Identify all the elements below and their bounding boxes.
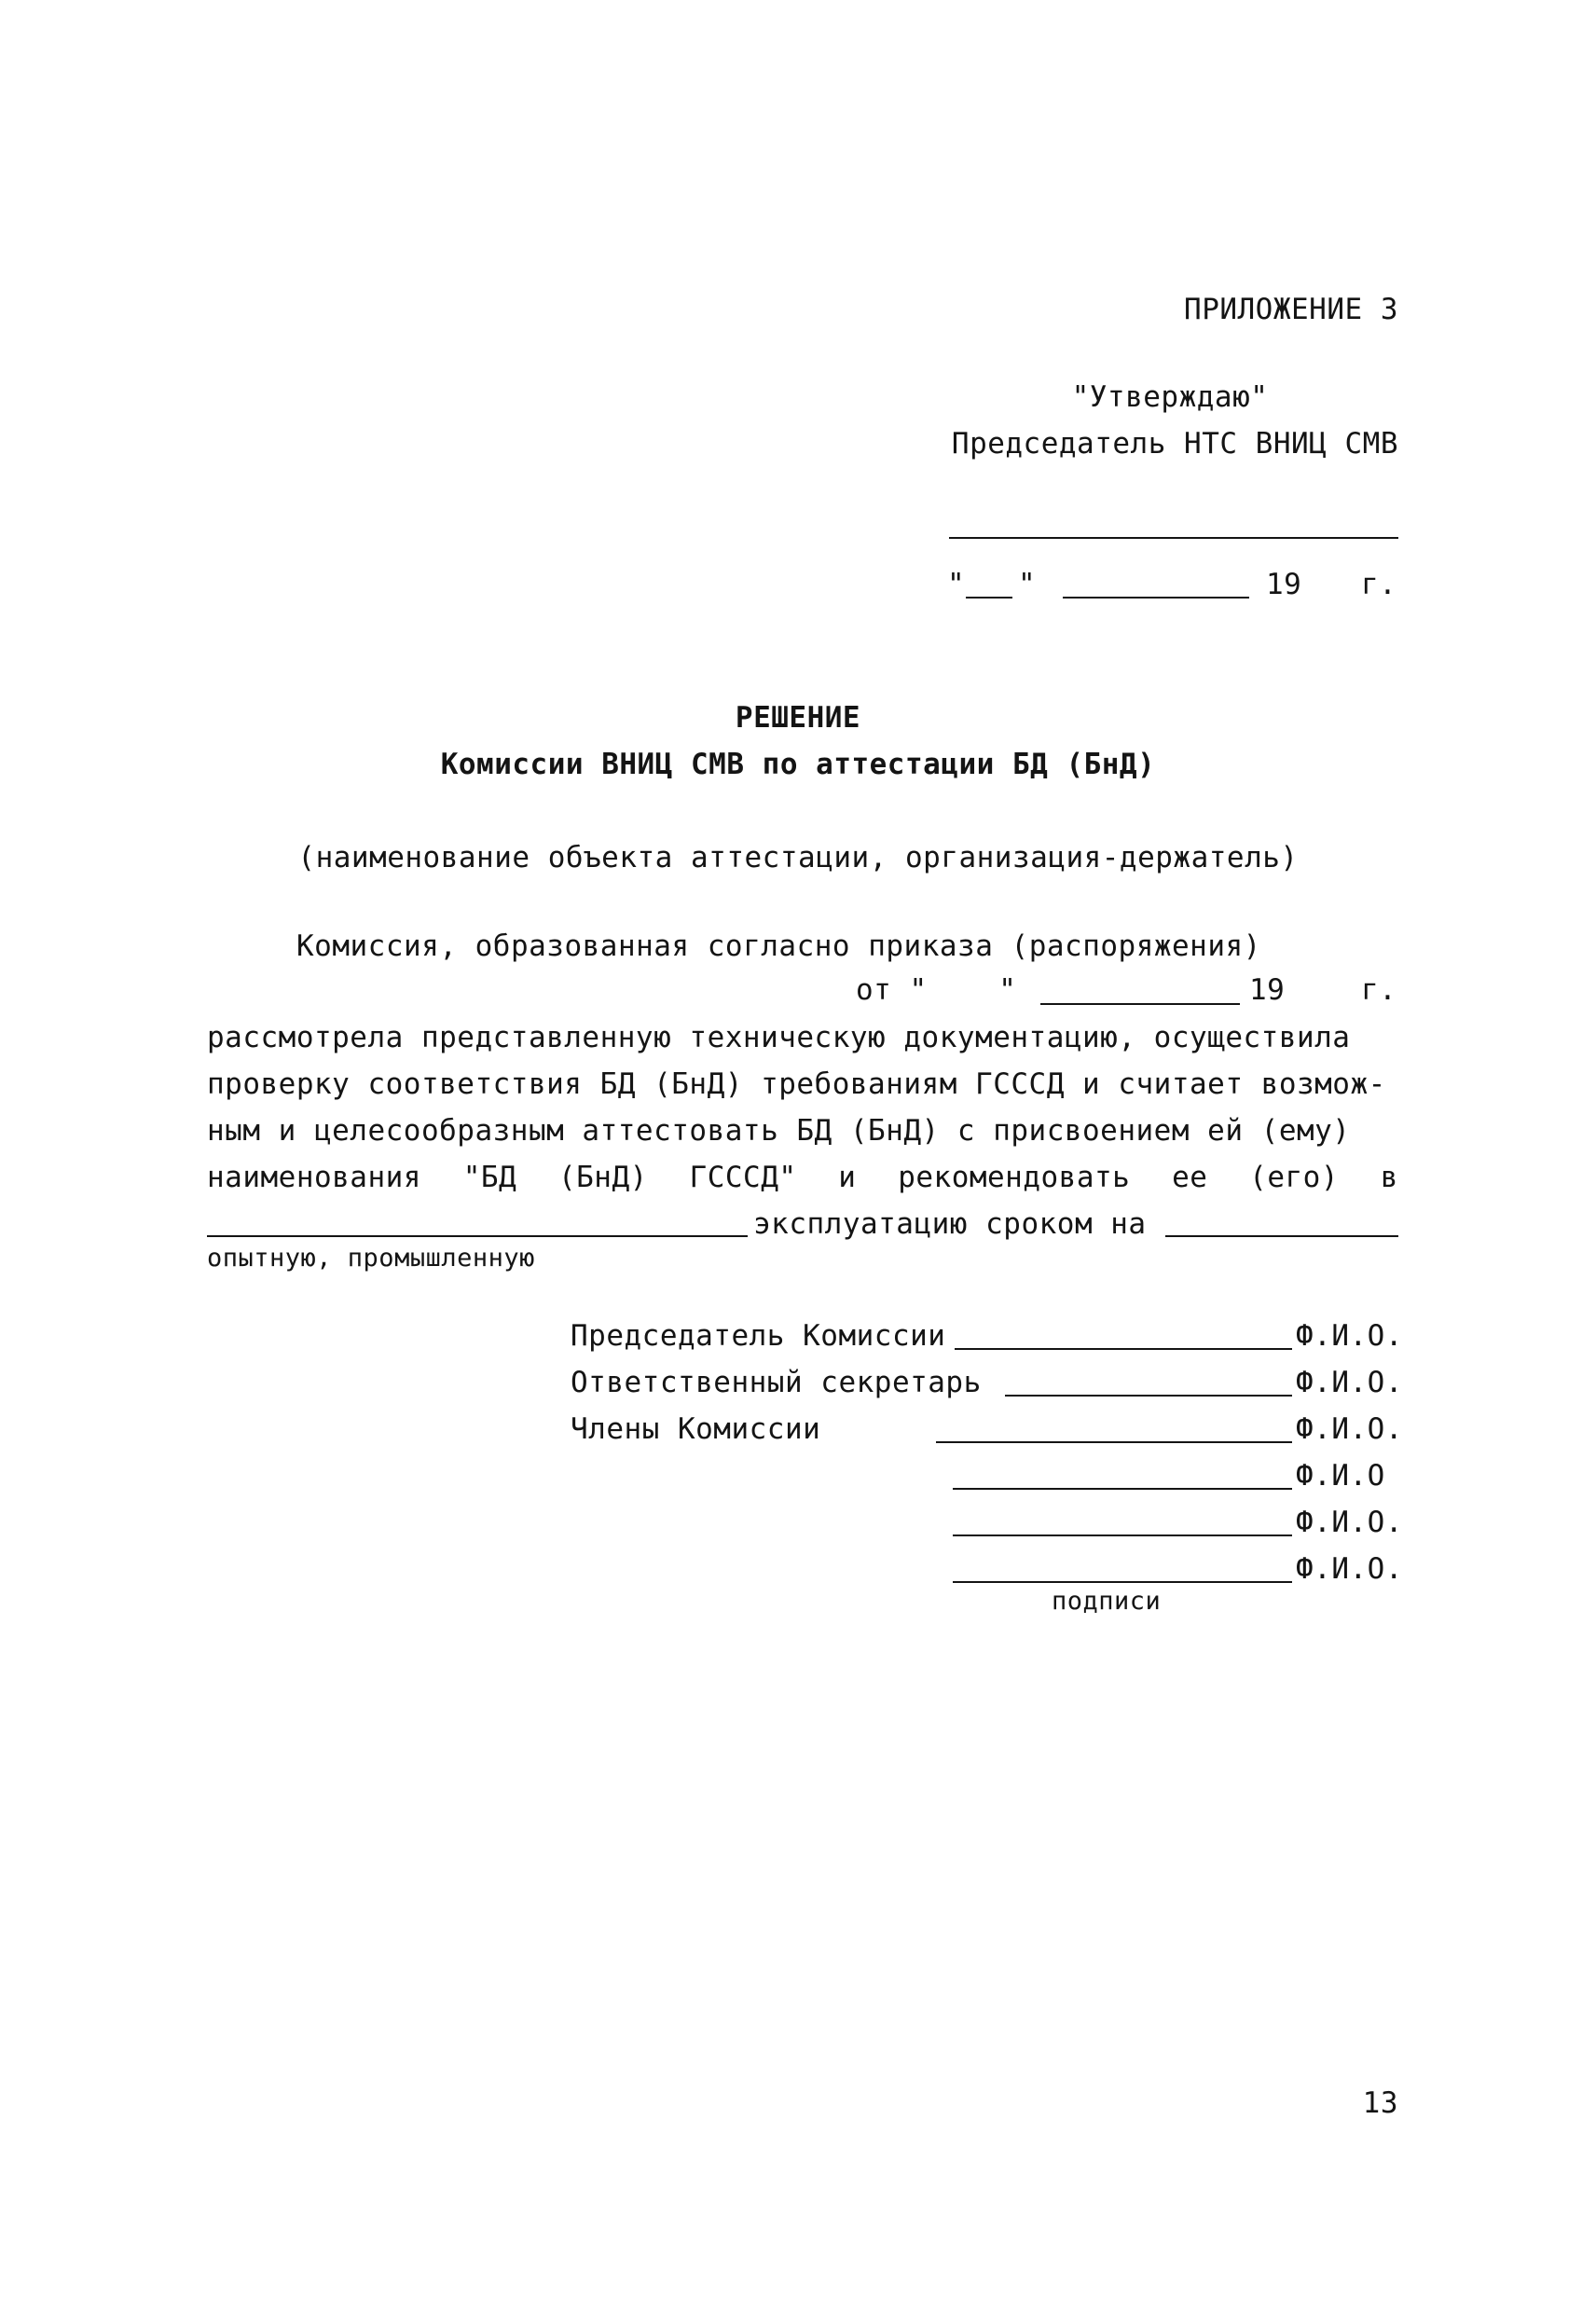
signatures-caption: подписи <box>1052 1587 1162 1616</box>
operation-term-line <box>1165 1235 1398 1237</box>
sign-chairman-fio: Ф.И.О. <box>1296 1319 1403 1353</box>
body-line-1: Комиссия, образованная согласно приказа (распоряжения) <box>296 929 1261 963</box>
body-line-3: рассмотрела представленную техническую документацию, осуществила <box>207 1021 1351 1054</box>
line6-word: "БД <box>462 1161 517 1194</box>
sign-chairman-label: Председатель Комиссии <box>571 1319 946 1353</box>
order-date-month-line <box>1040 1003 1240 1005</box>
line6-word: (БнД) <box>557 1161 648 1194</box>
page-number: 13 <box>1362 2086 1398 2120</box>
order-date-from: от " " <box>856 973 1017 1007</box>
sign-member-line <box>953 1534 1292 1536</box>
document-subtitle: Комиссии ВНИЦ СМВ по аттестации БД (БнД) <box>440 748 1156 781</box>
sign-members-label: Члены Комиссии <box>571 1412 821 1446</box>
operation-type-line <box>207 1235 748 1237</box>
appendix-label: ПРИЛОЖЕНИЕ 3 <box>1184 293 1398 326</box>
approval-date-suffix: г. <box>1361 568 1397 601</box>
order-date-suffix: г. <box>1361 973 1397 1007</box>
line6-word: рекомендовать <box>898 1161 1131 1194</box>
sign-secretary-line <box>1005 1395 1292 1397</box>
object-caption: (наименование объекта аттестации, организация-держатель) <box>297 841 1299 874</box>
sign-member-fio: Ф.И.О. <box>1296 1506 1403 1539</box>
approval-date-day-line <box>966 597 1012 599</box>
line6-word: ГСССД" <box>689 1161 797 1194</box>
operation-type-hint: опытную, промышленную <box>207 1244 535 1273</box>
line6-word: ее <box>1172 1161 1208 1194</box>
sign-secretary-label: Ответственный секретарь <box>571 1366 982 1399</box>
line6-word: и <box>838 1161 857 1194</box>
approval-approve: "Утверждаю" <box>1071 380 1269 414</box>
sign-member-line <box>936 1441 1292 1443</box>
line6-word: в <box>1380 1161 1398 1194</box>
body-line-5: ным и целесообразным аттестовать БД (БнД) с присвоением ей (ему) <box>207 1114 1351 1148</box>
line6-word: (его) <box>1249 1161 1339 1194</box>
document-title: РЕШЕНИЕ <box>735 701 861 735</box>
approval-chairman: Председатель НТС ВНИЦ СМВ <box>951 427 1398 461</box>
sign-member-fio: Ф.И.О. <box>1296 1412 1403 1446</box>
sign-chairman-line <box>955 1348 1292 1350</box>
sign-member-fio: Ф.И.О. <box>1296 1552 1403 1586</box>
body-line-7: эксплуатацию сроком на <box>753 1207 1147 1241</box>
approval-date-year: 19 <box>1266 568 1302 601</box>
approval-date-month-line <box>1063 597 1249 599</box>
sign-member-line <box>953 1488 1292 1490</box>
order-date-year: 19 <box>1249 973 1286 1007</box>
approval-date-quote-open: " <box>947 568 966 601</box>
sign-secretary-fio: Ф.И.О. <box>1296 1366 1403 1399</box>
body-line-4: проверку соответствия БД (БнД) требованиям ГСССД и считает возмож- <box>207 1067 1386 1101</box>
sign-member-fio: Ф.И.О <box>1296 1459 1385 1493</box>
approval-date-quote-close: " <box>1018 568 1037 601</box>
approval-signature-line <box>949 537 1398 539</box>
line6-word: наименования <box>207 1161 421 1194</box>
body-line-6 <box>207 1159 1398 1196</box>
